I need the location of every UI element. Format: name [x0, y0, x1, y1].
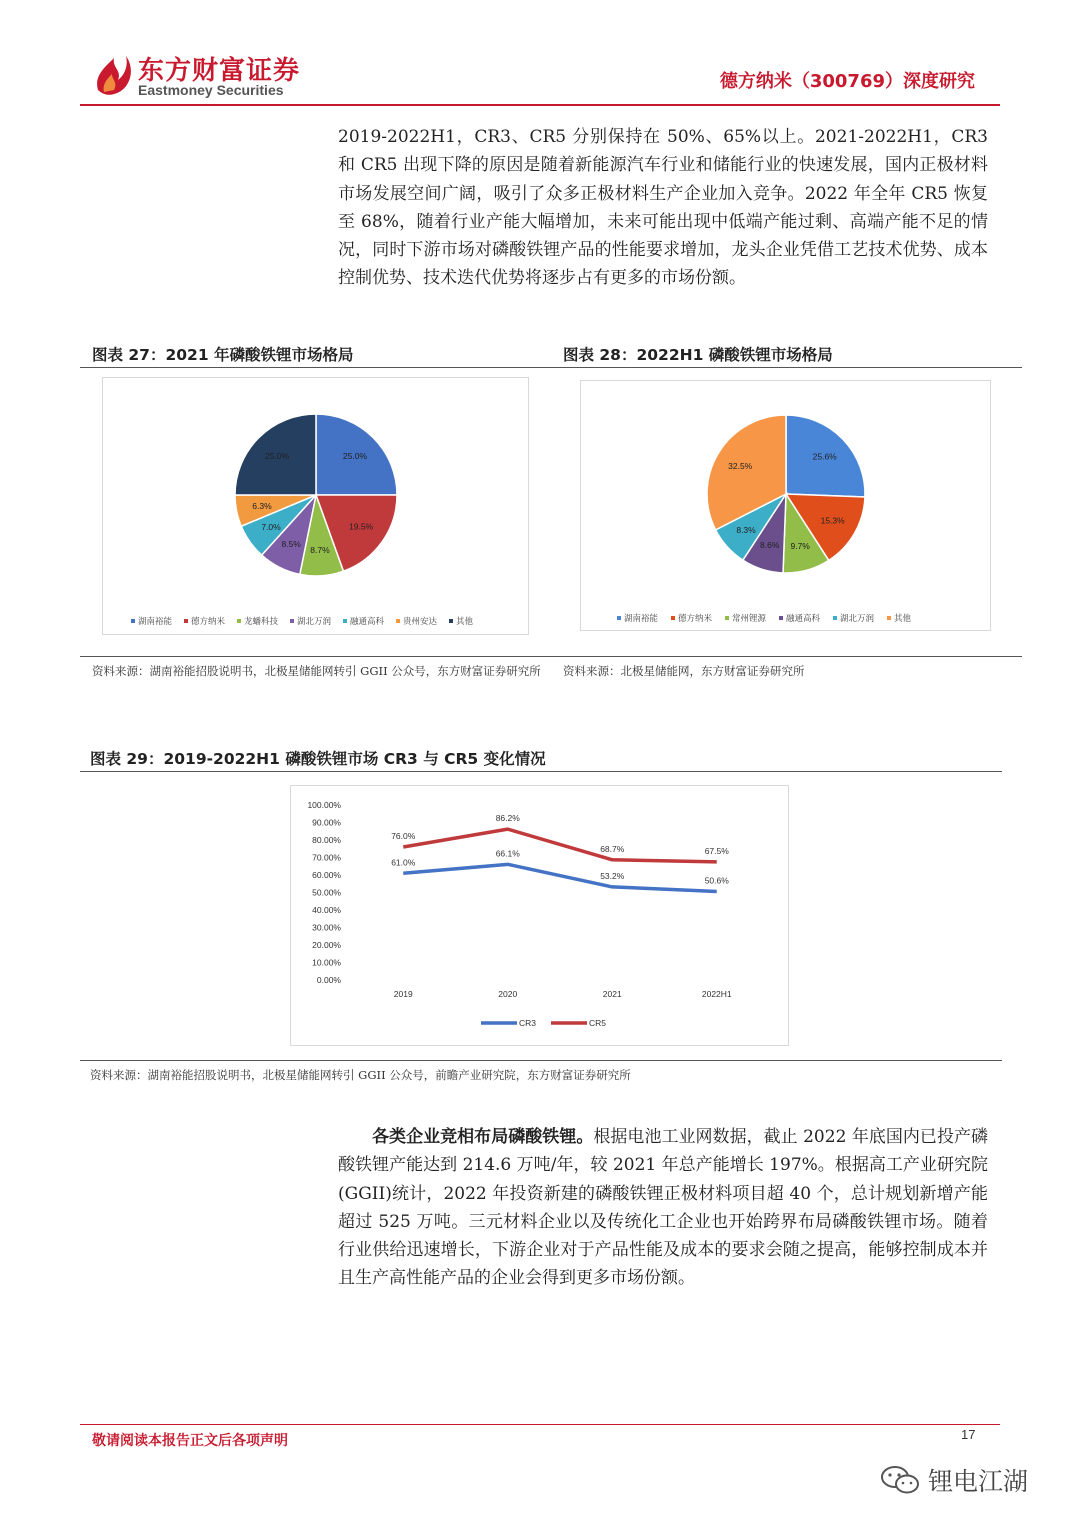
y-tick-label: 90.00% [312, 817, 341, 828]
y-tick-label: 60.00% [312, 870, 341, 880]
pie-data-label: 7.0% [261, 521, 281, 532]
data-label: 67.5% [704, 845, 729, 856]
y-tick-label: 50.00% [312, 887, 341, 898]
pie-chart-2022h1 [580, 380, 991, 631]
figure-27-title: 图表 27：2021 年磷酸铁锂市场格局 [92, 346, 354, 364]
figure-28-title: 图表 28：2022H1 磷酸铁锂市场格局 [563, 346, 833, 364]
legend-swatch [887, 616, 891, 620]
y-tick-label: 70.00% [312, 852, 341, 863]
legend-label: CR5 [589, 1018, 607, 1028]
line-chart-svg [291, 786, 788, 1045]
figure-28-source: 资料来源：北极星储能网，东方财富证券研究所 [563, 664, 805, 678]
legend-swatch [184, 619, 188, 623]
figure-bottom-rule [80, 656, 1022, 657]
logo-flame-icon [92, 50, 134, 98]
line-chart-cr [290, 785, 789, 1046]
figure-29-source: 资料来源：湖南裕能招股说明书，北极星储能网转引 GGII 公众号，前瞻产业研究院，东方财富证券研究所 [90, 1068, 631, 1082]
legend-swatch [779, 616, 783, 620]
body-paragraph-1: 2019-2022H1，CR3、CR5 分别保持在 50%、65%以上。2021-2022H1，CR3 和 CR5 出现下降的原因是随着新能源汽车行业和储能行业的快速发展，国内正极材料市场发展空间广阔，吸引了众多正极材料生产企业加入竞争。2022 年全年 CR5 恢复至 68%，随着行业产能大幅增加，未来可能出现中低端产能过剩、高端产能不足的情况，同时下游市场对磷酸铁锂产品的性能要求增加，龙头企业凭借工艺技术优势、成本控制优势、技术迭代优势将逐步占有更多的市场份额。 [338, 127, 988, 289]
legend-swatch [131, 619, 135, 623]
footer-divider [80, 1424, 1000, 1425]
y-tick-label: 100.00% [307, 800, 341, 810]
legend-swatch [449, 619, 453, 623]
series-line-cr3 [403, 864, 717, 891]
wechat-icon [880, 1465, 920, 1495]
watermark [880, 1462, 1028, 1498]
footer-disclaimer[interactable]: 敬请阅读本报告正文后各项声明 [92, 1433, 288, 1449]
figure-top-rule [80, 367, 1022, 368]
data-label: 68.7% [600, 843, 625, 854]
legend-swatch [343, 619, 347, 623]
pie-data-label: 6.3% [252, 500, 272, 511]
legend-label: 德方纳米 [678, 613, 713, 623]
pie-data-label: 15.3% [820, 515, 845, 526]
pie-data-label: 25.0% [264, 451, 290, 462]
pie-data-label: 9.7% [790, 540, 810, 551]
legend-swatch [671, 616, 675, 620]
legend-swatch [725, 616, 729, 620]
legend-label: 贵州安达 [403, 616, 438, 626]
legend-label: 湖南裕能 [624, 613, 659, 623]
figure-29-top-rule [80, 771, 1002, 772]
paragraph-2-lead: 各类企业竞相布局磷酸铁锂。 [372, 1127, 594, 1147]
paragraph-2-text: 根据电池工业网数据，截止 2022 年底国内已投产磷酸铁锂产能达到 214.6 万吨/年，较 2021 年总产能增长 197%。根据高工产业研究院(GGII)统计，2022 年投资新建的磷酸铁锂正极材料项目超 40 个，总计规划新增产能超过 525 万吨。三元材料企业以及传统化工企业也开始跨界布局磷酸铁锂市场。随着行业供给迅速增长，下游企业对于产品性能及成本的要求会随之提高，能够控制成本并且生产高性能产品的企业会得到更多市场份额。 [338, 1127, 988, 1289]
data-label: 50.6% [704, 875, 729, 886]
figure-27-source: 资料来源：湖南裕能招股说明书，北极星储能网转引 GGII 公众号，东方财富证券研究所 [92, 664, 541, 678]
pie-2021-svg [103, 378, 528, 634]
legend-label: 龙蟠科技 [244, 616, 279, 626]
logo-text: 东方财富证券 [138, 56, 301, 86]
legend-label: 其他 [894, 613, 912, 623]
figure-29-bottom-rule [80, 1060, 1002, 1061]
legend-label: CR3 [519, 1018, 537, 1028]
body-paragraph-2 [338, 1123, 988, 1293]
y-tick-label: 0.00% [316, 975, 341, 985]
y-tick-label: 20.00% [312, 940, 341, 950]
legend-label: 德方纳米 [191, 616, 226, 626]
pie-data-label: 8.7% [310, 544, 330, 555]
legend-swatch [396, 619, 400, 623]
pie-data-label: 25.0% [342, 451, 368, 462]
legend-swatch [290, 619, 294, 623]
logo-subtext: Eastmoney Securities [138, 82, 284, 98]
figure-29-title: 图表 29：2019-2022H1 磷酸铁锂市场 CR3 与 CR5 变化情况 [90, 750, 546, 768]
y-tick-label: 30.00% [312, 922, 341, 933]
legend-label: 融通高科 [786, 613, 821, 623]
legend-label: 湖南裕能 [138, 616, 173, 626]
legend-label: 融通高科 [350, 616, 385, 626]
x-tick-label: 2019 [393, 989, 413, 999]
data-label: 61.0% [391, 857, 416, 868]
legend-label: 其他 [456, 616, 474, 626]
pie-data-label: 8.6% [760, 540, 780, 551]
pie-data-label: 19.5% [349, 521, 374, 532]
data-label: 53.2% [600, 870, 625, 881]
x-tick-label: 2021 [602, 989, 622, 999]
pie-data-label: 25.6% [812, 451, 837, 462]
series-line-cr5 [403, 829, 717, 862]
legend-swatch [833, 616, 837, 620]
pie-2022h1-svg [581, 381, 990, 630]
data-label: 76.0% [391, 831, 416, 841]
legend-swatch [617, 616, 621, 620]
data-label: 86.2% [495, 813, 520, 824]
watermark-text: 锂电江湖 [928, 1467, 1029, 1496]
pie-data-label: 8.5% [281, 539, 301, 550]
y-tick-label: 40.00% [312, 905, 341, 915]
pie-chart-2021 [102, 377, 529, 635]
report-title: 德方纳米（300769）深度研究 [719, 71, 975, 92]
legend-label: 湖北万润 [297, 616, 332, 626]
data-label: 66.1% [495, 848, 520, 859]
header-divider [80, 104, 1000, 106]
x-tick-label: 2022H1 [701, 989, 732, 999]
legend-label: 常州锂源 [732, 613, 767, 623]
y-tick-label: 10.00% [312, 957, 341, 968]
x-tick-label: 2020 [498, 989, 518, 999]
pie-data-label: 32.5% [728, 460, 753, 471]
legend-swatch [237, 619, 241, 623]
pie-data-label: 8.3% [736, 524, 756, 535]
legend-label: 湖北万润 [840, 613, 875, 623]
page-number: 17 [961, 1427, 976, 1442]
y-tick-label: 80.00% [312, 835, 341, 845]
